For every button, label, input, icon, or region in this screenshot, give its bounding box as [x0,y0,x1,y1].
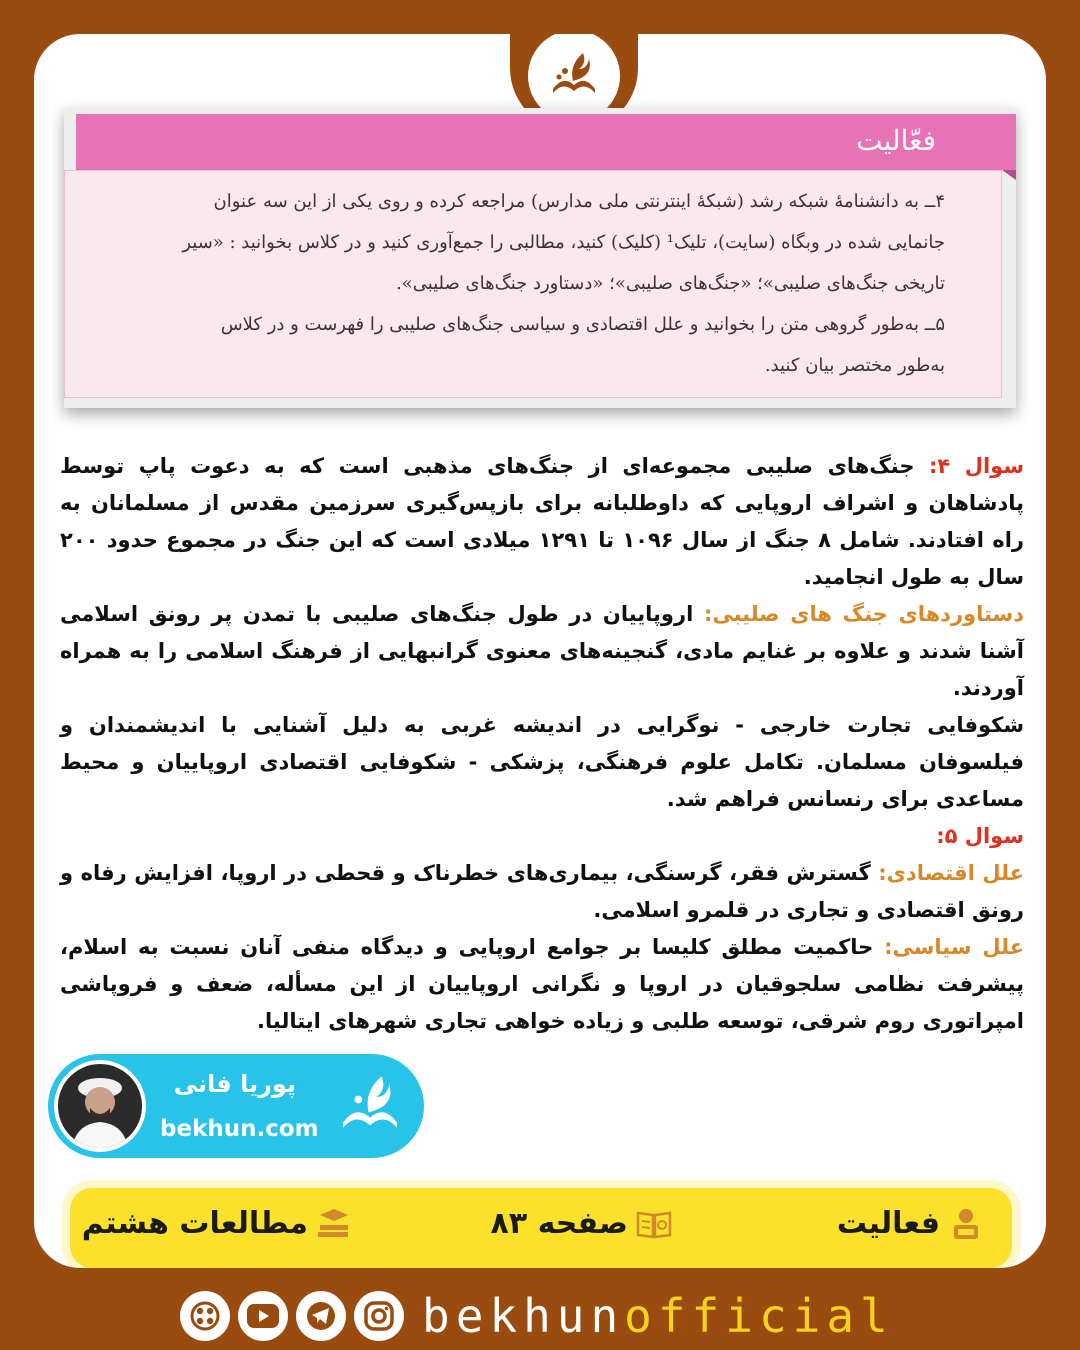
book-item4-line2: جانمایی شده در وبگاه (سایت)، تلیک¹ (کلیک) کنید، مطالبی را جمع‌آوری کنید و در کلاس بخوانید : «سیر [182,232,945,253]
avatar [54,1060,146,1152]
book-activity-title: فعّالیت [856,124,936,157]
q5-label: سوال ۵: [936,824,1024,848]
social-bar [180,1288,894,1344]
teacher-icon [948,1207,984,1241]
book-item4-line1: ۴ــ به دانشنامهٔ شبکه رشد (شبکهٔ اینترنتی ملی مدارس) مراجعه کرده و روی یکی از این سه عنوان [213,191,945,212]
political-label: علل سیاسی: [884,935,1024,959]
instagram-icon[interactable] [354,1291,404,1341]
author-site[interactable]: bekhun.com [160,1116,319,1142]
handle-part2: official [624,1289,894,1343]
achievements-text: اروپاییان در طول جنگ‌های صلیبی با تمدن پر رونق اسلامی آشنا شدند و علاوه بر غنایم مادی، گنجینه‌های معنوی گرانبهایی از فرهنگ اسلامی را به همراه آوردند. [60,602,1024,700]
subject-label: مطالعات هشتم [81,1206,308,1241]
answer-q5 [60,818,1024,855]
telegram-icon[interactable] [296,1291,346,1341]
open-book-icon [636,1207,672,1241]
handle-part1: bekhun [422,1289,625,1343]
youtube-icon[interactable] [238,1291,288,1341]
textbook-excerpt [64,108,1016,408]
aparat-icon[interactable] [180,1291,230,1341]
lesson-info-bar [70,1188,1012,1268]
book-item4-line3: تاریخی جنگ‌های صلیبی»؛ «جنگ‌های صلیبی»؛ «دستاورد جنگ‌های صلیبی». [395,273,945,294]
page-tag [491,1206,672,1241]
content-card [34,34,1046,1268]
answer-q4 [60,448,1024,596]
activity-tag [837,1206,984,1241]
political-text: حاکمیت مطلق کلیسا بر جوامع اروپایی و دیدگاه منفی آنان نسبت به اسلام، پیشرفت نظامی سلجوقیان در اروپا و نگرانی اروپاییان از این مسأله، ضعف و فروپاشی امپراتوری روم شرقی، توسعه طلبی و زیاده خواهی تجاری شهرهای ایتالیا. [60,935,1024,1033]
q4-label: سوال ۴: [929,454,1024,478]
answer-text [60,448,1024,1040]
q4-text: جنگ‌های صلیبی مجموعه‌ای از جنگ‌های مذهبی است که به دعوت پاپ توسط پادشاهان و اشراف اروپایی که داوطلبانه برای بازپس‌گیری سرزمین مقدس از مسلمانان به راه افتادند. شامل ۸ جنگ از سال ۱۰۹۶ تا ۱۲۹۱ میلادی است که این جنگ در مجموع حدود ۲۰۰ سال به طول انجامید. [60,454,1025,589]
page-label: صفحه ۸۳ [490,1206,628,1241]
answer-outcomes: شکوفایی تجارت خارجی - نوگرایی در اندیشه غربی به دلیل آشنایی با اندیشمندان و فیلسوفان مسلمان. تکامل علوم فرهنگی، پزشکی - شکوفایی اقتصادی اروپاییان و محیط مساعدی برای رنسانس فراهم شد. [60,713,1024,811]
author-badge [48,1054,424,1158]
answer-achievements [60,596,1024,707]
author-name: پوریا فانی [173,1070,296,1098]
subject-tag [82,1206,352,1241]
answer-economic [60,855,1024,929]
activity-label: فعالیت [836,1206,940,1241]
answer-political [60,929,1024,1040]
economic-text: گسترش فقر، گرسنگی، بیماری‌های خطرناک و قحطی در اروپا، افزایش رفاه و رونق اقتصادی و تجاری در قلمرو اسلامی. [60,861,1024,922]
books-graduation-icon [316,1207,352,1241]
social-handle[interactable] [422,1288,894,1344]
activity-header-band [76,114,1016,170]
book-item5-line2: به‌طور مختصر بیان کنید. [764,355,945,376]
economic-label: علل اقتصادی: [878,861,1024,885]
textbook-body [64,170,1002,398]
achievements-label: دستاوردهای جنگ های صلیبی: [703,602,1024,626]
bekhun-logo-icon [330,1066,410,1146]
book-item5-line1: ۵ــ به‌طور گروهی متن را بخوانید و علل اقتصادی و سیاسی جنگ‌های صلیبی را فهرست و در کلاس [220,314,945,335]
